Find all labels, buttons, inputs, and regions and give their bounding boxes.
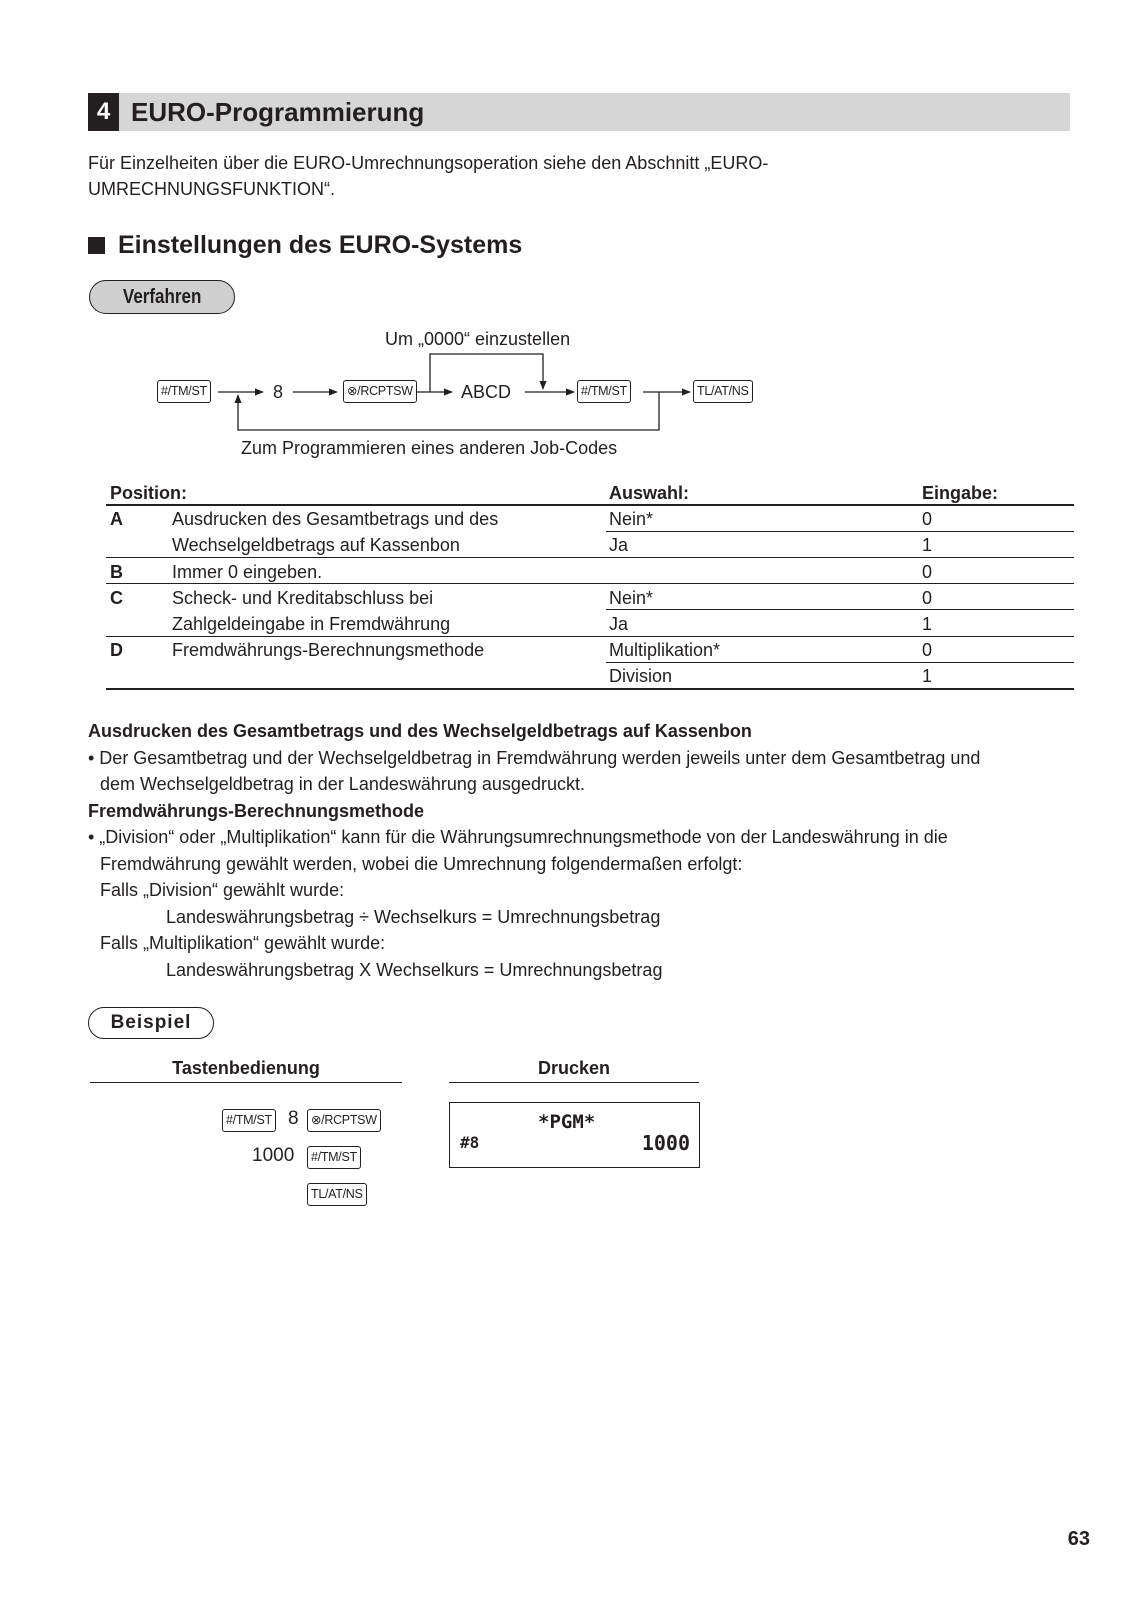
table-row-choice: Nein*	[609, 588, 654, 608]
example-keys-header: Tastenbedienung	[172, 1058, 320, 1078]
note-text: Falls „Multiplikation“ gewählt wurde:	[100, 933, 386, 953]
table-row-input: 0	[922, 640, 933, 660]
table-row-input: 1	[922, 535, 933, 555]
key-tm-st[interactable]: #/TM/ST	[222, 1109, 276, 1132]
key-rcptsw[interactable]: ⊗/RCPTSW	[343, 380, 417, 403]
table-row-rule	[606, 662, 1074, 663]
table-row-desc: Scheck- und Kreditabschluss bei	[172, 588, 434, 608]
note-heading-method: Fremdwährungs-Berechnungsmethode	[88, 800, 425, 821]
example-print-rule	[449, 1082, 699, 1083]
intro-line-1: Für Einzelheiten über die EURO-Umrechnungsoperation siehe den Abschnitt „EURO-	[88, 153, 769, 173]
table-row-desc: Zahlgeldeingabe in Fremdwährung	[172, 614, 451, 634]
key-tl-at-ns[interactable]: TL/AT/NS	[307, 1183, 367, 1206]
example-digit: 8	[288, 1108, 299, 1129]
subsection-title: Einstellungen des EURO-Systems	[118, 231, 523, 259]
receipt-code: #8	[460, 1133, 480, 1152]
note-formula-division: Landeswährungsbetrag ÷ Wechselkurs = Umrechnungsbetrag	[166, 906, 661, 927]
note-heading-print: Ausdrucken des Gesamtbetrags und des Wechselgeldbetrags auf Kassenbon	[88, 721, 752, 741]
example-keys-rule	[90, 1082, 402, 1083]
key-tm-st-2[interactable]: #/TM/ST	[577, 380, 631, 403]
key-tm-st[interactable]: #/TM/ST	[307, 1146, 361, 1169]
page-number: 63	[1067, 1528, 1090, 1550]
table-header-rule	[106, 504, 1074, 506]
procedure-label-text: Verfahren	[122, 285, 202, 308]
key-tm-st[interactable]: #/TM/ST	[157, 380, 211, 403]
table-bottom-rule	[106, 688, 1074, 690]
note-text: Fremdwährung gewählt werden, wobei die Umrechnung folgendermaßen erfolgt:	[100, 853, 743, 874]
section-title: EURO-Programmierung	[131, 97, 425, 127]
intro-line-2: UMRECHNUNGSFUNKTION“.	[88, 179, 335, 199]
table-row-choice: Nein*	[609, 509, 654, 529]
table-row-choice: Multiplikation*	[609, 640, 721, 660]
table-row-input: 1	[922, 614, 933, 634]
diagram-bottom-caption: Zum Programmieren eines anderen Job-Codes	[241, 438, 618, 458]
example-amount: 1000	[252, 1145, 295, 1166]
example-label: Beispiel	[88, 1007, 214, 1039]
table-row-rule	[606, 531, 1074, 532]
section-number: 4	[88, 93, 119, 131]
table-row-input: 0	[922, 588, 933, 608]
table-row-rule	[606, 609, 1074, 610]
key-tl-at-ns[interactable]: TL/AT/NS	[693, 380, 753, 403]
header-choice: Auswahl:	[609, 483, 690, 503]
table-row-pos: C	[110, 588, 123, 608]
table-row-rule	[106, 557, 1074, 558]
table-row-input: 0	[922, 562, 933, 582]
note-text: • Der Gesamtbetrag und der Wechselgeldbetrag in Fremdwährung werden jeweils unter dem Gesamtbetrag und	[88, 747, 981, 768]
example-print-header: Drucken	[537, 1058, 611, 1078]
table-row-pos: B	[110, 562, 123, 582]
header-position: Position:	[110, 483, 187, 503]
table-row-choice: Division	[609, 666, 673, 686]
diagram-code: ABCD	[461, 382, 512, 402]
diagram-top-caption: Um „0000“ einzustellen	[385, 329, 571, 349]
note-formula-multiplication: Landeswährungsbetrag X Wechselkurs = Umrechnungsbetrag	[166, 959, 663, 980]
table-row-desc: Fremdwährungs-Berechnungsmethode	[172, 640, 485, 660]
table-row-rule	[106, 583, 1074, 584]
table-row-pos: D	[110, 640, 123, 660]
key-rcptsw[interactable]: ⊗/RCPTSW	[307, 1109, 381, 1132]
notes	[88, 718, 1088, 983]
receipt-header: *PGM*	[538, 1111, 596, 1133]
note-text: dem Wechselgeldbetrag in der Landeswährung ausgedruckt.	[100, 774, 585, 794]
table-row-choice: Ja	[609, 614, 629, 634]
note-text: Falls „Division“ gewählt wurde:	[100, 880, 345, 900]
procedure-flow-lines	[0, 0, 1134, 480]
table-row-desc: Ausdrucken des Gesamtbetrags und des	[172, 509, 499, 529]
table-row-desc: Immer 0 eingeben.	[172, 562, 323, 582]
table-row-input: 1	[922, 666, 933, 686]
table-row-desc: Wechselgeldbetrags auf Kassenbon	[172, 535, 460, 555]
table-row-rule	[106, 636, 1074, 637]
note-text: • „Division“ oder „Multiplikation“ kann für die Währungsumrechnungsmethode von der Landeswährung in die	[88, 827, 948, 847]
receipt-value: 1000	[641, 1131, 690, 1155]
table-row-input: 0	[922, 509, 933, 529]
table-row-pos: A	[110, 509, 123, 529]
table-row-choice: Ja	[609, 535, 629, 555]
receipt-printout	[449, 1102, 700, 1168]
header-input: Eingabe:	[922, 483, 999, 503]
diagram-digit: 8	[273, 382, 284, 402]
